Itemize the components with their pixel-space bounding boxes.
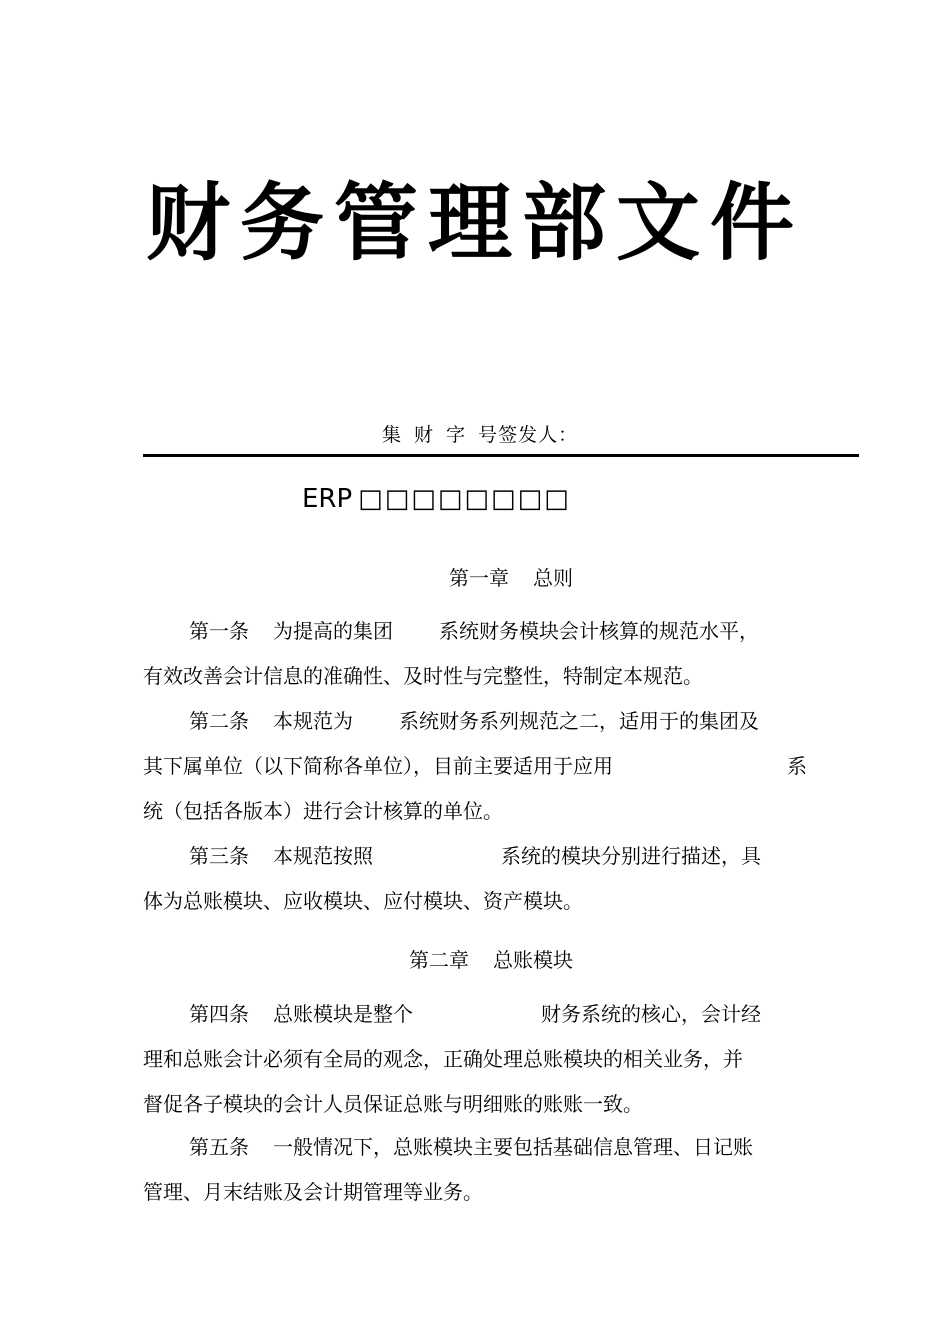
chapter-name: 总账模块	[493, 948, 573, 972]
article-number: 第一条	[189, 619, 249, 643]
chapter-label: 第一章	[449, 566, 509, 590]
issue-hao: 号	[478, 424, 499, 446]
article-2: 第二条 本规范为 系统财务系列规范之二，适用于的集团及 其下属单位（以下简称各单位），目前主要适用于应用 系 统（包括各版本）进行会计核算的单位。	[143, 709, 807, 823]
article-4: 第四条 总账模块是整个 财务系统的核心，会计经 理和总账会计必须有全局的观念，正确处理总账模块的相关业务，并 督促各子模块的会计人员保证总账与明细账的账账一致。	[143, 1002, 761, 1116]
issue-cai: 财	[414, 424, 435, 446]
document-title	[302, 484, 571, 514]
document-title-garbled: □□□□□□□□	[358, 484, 571, 514]
page-header-title: 财务管理部文件	[145, 173, 804, 272]
article-5: 第五条 一般情况下，总账模块主要包括基础信息管理、日记账 管理、月末结账及会计期管理等业务。	[143, 1135, 753, 1204]
chapter-heading	[409, 944, 573, 973]
chapter-name: 总则	[533, 566, 573, 590]
document-title-prefix: ERP	[302, 484, 353, 514]
chapter-heading	[449, 562, 573, 591]
header-divider	[143, 454, 859, 457]
signer-label: 签发人：	[498, 424, 579, 446]
article-number: 第三条	[189, 844, 249, 868]
issue-number-line	[382, 420, 578, 447]
issue-zi: 字	[446, 424, 467, 446]
article-number: 第二条	[189, 709, 249, 733]
article-number: 第四条	[189, 1002, 249, 1026]
article-1: 第一条 为提高的集团 系统财务模块会计核算的规范水平， 有效改善会计信息的准确性、及时性与完整性，特制定本规范。	[143, 619, 759, 688]
article-number: 第五条	[189, 1135, 249, 1159]
chapter-label: 第二章	[409, 948, 469, 972]
issue-ji: 集	[382, 424, 403, 446]
article-3: 第三条 本规范按照 系统的模块分别进行描述，具 体为总账模块、应收模块、应付模块、资产模块。	[143, 844, 761, 913]
